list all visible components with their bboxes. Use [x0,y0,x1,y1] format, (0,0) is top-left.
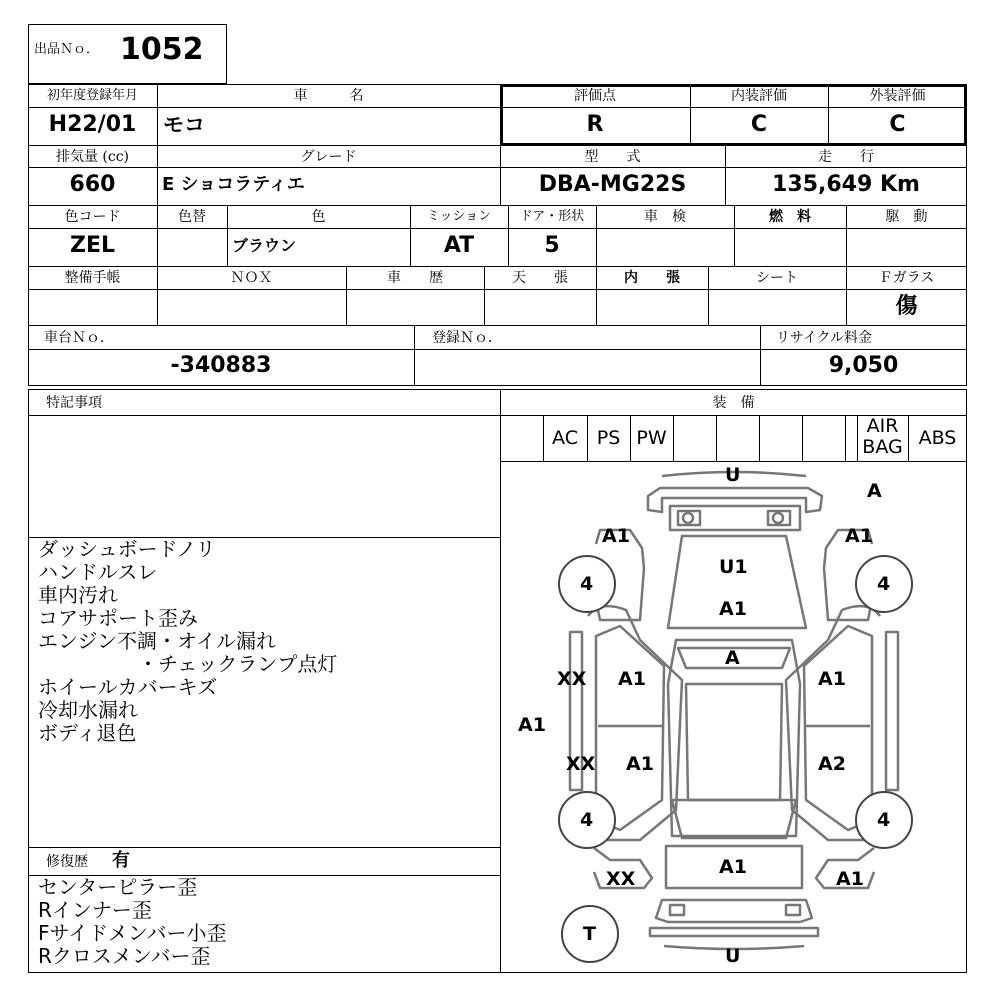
remark-line: ホイールカバーキズ [38,675,218,699]
recycle-value: 9,050 [828,353,899,378]
interior-value: C [750,112,768,137]
mark-tire-fr: 4 [877,573,891,595]
model-label: 型 式 [584,149,641,165]
reg-no-label: 登録Ｎｏ． [432,330,502,346]
mark-tire-rl: 4 [580,809,594,831]
mark-xx-rear-left: XX [606,868,636,890]
mark-tire-fl: 4 [580,573,594,595]
mark-xx-left-1: XX [557,668,587,690]
repair-label: 修復歴 [46,854,88,870]
displacement-value: 660 [69,172,116,197]
color-code-label: 色コード [64,209,121,225]
fuel-label: 燃 料 [769,209,811,225]
score-label: 評価点 [574,88,616,104]
mark-a1-hood: A1 [719,598,747,620]
mark-a1-left-outer: A1 [518,714,546,736]
nox-label: ＮＯＸ [230,270,273,286]
mark-a1-trunk: A1 [719,856,747,878]
chassis-label: 車台Ｎｏ． [44,330,114,346]
mark-u-top: U [725,464,741,486]
car-diagram [500,462,967,973]
mark-spare-tire: T [583,923,596,945]
transmission-value: AT [443,233,475,258]
remark-line: ハンドルスレ [38,560,158,584]
remark-line: ・チェックランプ点灯 [38,652,338,676]
mark-a1-rear-right: A1 [836,868,864,890]
model-value: DBA-MG22S [538,172,687,197]
car-name-value: モコ [163,113,205,137]
remark-line: エンジン不調・オイル漏れ [38,629,276,653]
headliner-label: 内 張 [624,270,680,286]
repair-line: Fサイドメンバー小歪 [38,921,227,945]
fglass-label: Ｆガラス [878,270,935,286]
mark-tire-rr: 4 [877,809,891,831]
mark-a1-left-door-2: A1 [626,753,654,775]
repair-value: 有 [112,850,130,871]
mileage-value: 135,649 Km [772,172,920,197]
first-reg-value: H22/01 [48,112,137,137]
repair-line: Rクロスメンバー歪 [38,944,211,968]
remark-line: ボディ退色 [38,721,137,745]
sunroof-label: 天 張 [512,270,568,286]
equipment-label: 装 備 [712,395,755,411]
recycle-label: リサイクル料金 [776,330,873,346]
exterior-label: 外装評価 [869,88,926,104]
fglass-value: 傷 [895,294,918,319]
mark-xx-left-2: XX [566,753,596,775]
mileage-label: 走 行 [818,149,874,165]
car-name-label: 車 名 [293,88,364,104]
transmission-label: ミッション [426,209,492,224]
remark-line: コアサポート歪み [38,606,198,630]
history-label: 車 歴 [387,270,443,286]
equipment-item: AC [552,427,578,449]
equipment-item: PS [596,427,621,449]
mark-a1-left-door-1: A1 [618,668,646,690]
lot-number-value: 1052 [120,32,204,67]
color-change-label: 色替 [178,209,206,225]
exterior-value: C [889,112,906,137]
repair-line: センターピラー歪 [38,875,198,899]
mark-a-top-right: A [867,480,882,502]
maintenance-label: 整備手帳 [64,270,121,286]
repair-line: Rインナー歪 [38,898,152,922]
grade-label: グレード [300,149,357,165]
remarks-label: 特記事項 [46,395,102,411]
equipment-item-airbag: AIR BAG [862,415,903,458]
drive-label: 駆 動 [885,209,928,225]
remark-line: 冷却水漏れ [38,698,138,722]
color-code-value: ZEL [70,233,115,258]
mark-a1-front-left: A1 [602,525,630,547]
seat-label: シート [756,270,798,286]
color-label: 色 [311,209,326,225]
mark-a1-right-door-1: A1 [818,668,846,690]
displacement-label: 排気量 (cc) [55,149,130,165]
color-value: ブラウン [232,236,297,255]
chassis-value: -340883 [170,353,272,378]
lot-number-label: 出品Ｎｏ． [34,42,100,57]
mark-u-bottom: U [725,945,741,967]
score-value: R [586,112,604,137]
remark-line: 車内汚れ [38,583,118,607]
equipment-item: ABS [918,427,957,449]
mark-a2-right-door-2: A2 [818,753,846,775]
mark-a1-front-right: A1 [845,525,873,547]
grade-value: E ショコラティエ [162,174,305,195]
interior-label: 内装評価 [731,88,787,104]
doors-value: 5 [544,233,560,258]
doors-label: ドア・形状 [519,209,585,224]
equipment-item: PW [636,427,667,449]
first-reg-label: 初年度登録年月 [46,88,138,103]
mark-u1-hood: U1 [719,556,748,578]
inspection-label: 車 検 [644,209,686,225]
remark-line: ダッシュボードノリ [38,537,216,561]
mark-a-roof-front: A [725,647,740,669]
